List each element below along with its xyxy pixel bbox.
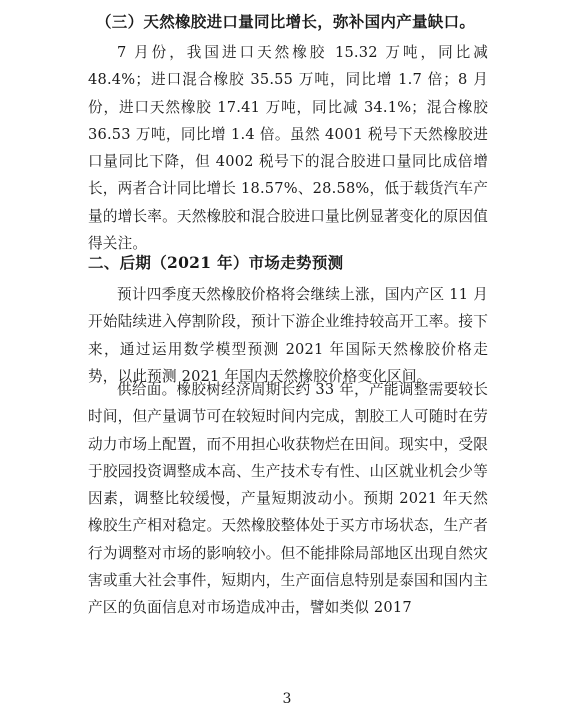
paragraph-forecast: 预计四季度天然橡胶价格将会继续上涨，国内产区 11 月开始陆续进入停割阶段，预计下游企业维持较高开工率。接下来，通过运用数学模型预测 2021 年国际天然橡胶价格走势，以此预测 2021 年国内天然橡胶价格变化区间。 xyxy=(88,286,488,385)
page-number: 3 xyxy=(282,691,292,707)
paragraph-import-volume: 7 月份，我国进口天然橡胶 15.32 万吨，同比减 48.4%；进口混合橡胶 35.55 万吨，同比增 1.7 倍；8 月份，进口天然橡胶 17.41 万吨，同比减 34.1%；混合橡胶 36.53 万吨，同比增 1.4 倍。虽然 4001 税号下天然橡胶进口量同比下降，但 4002 税号下的混合胶进口量同比成倍增长，两者合计同比增长 18.57%、28.58%，低于载货汽车产量的增长率。天然橡胶和混合胶进口量比例显著变化的原因值得关注。 xyxy=(88,44,488,253)
section-heading: （三）天然橡胶进口量同比增长，弥补国内产量缺口。 xyxy=(96,12,476,31)
paragraph-supply: 供给面。橡胶树经济周期长约 33 年，产能调整需要较长时间，但产量调节可在较短时间内完成，割胶工人可随时在劳动力市场上配置，而不用担心收获物烂在田间。现实中，受限于胶园投资调整成本高、生产技术专有性、山区就业机会少等因素，调整比较缓慢，产量短期波动小。预期 2021 年天然橡胶生产相对稳定。天然橡胶整体处于买方市场状态，生产者行为调整对市场的影响较小。但不能排除局部地区出现自然灾害或重大社会事件，短期内，生产面信息特别是泰国和国内主产区的负面信息对市场造成冲击，譬如类似 2017 xyxy=(88,381,488,617)
chapter-heading: 二、后期（2021 年）市场走势预测 xyxy=(88,253,344,272)
